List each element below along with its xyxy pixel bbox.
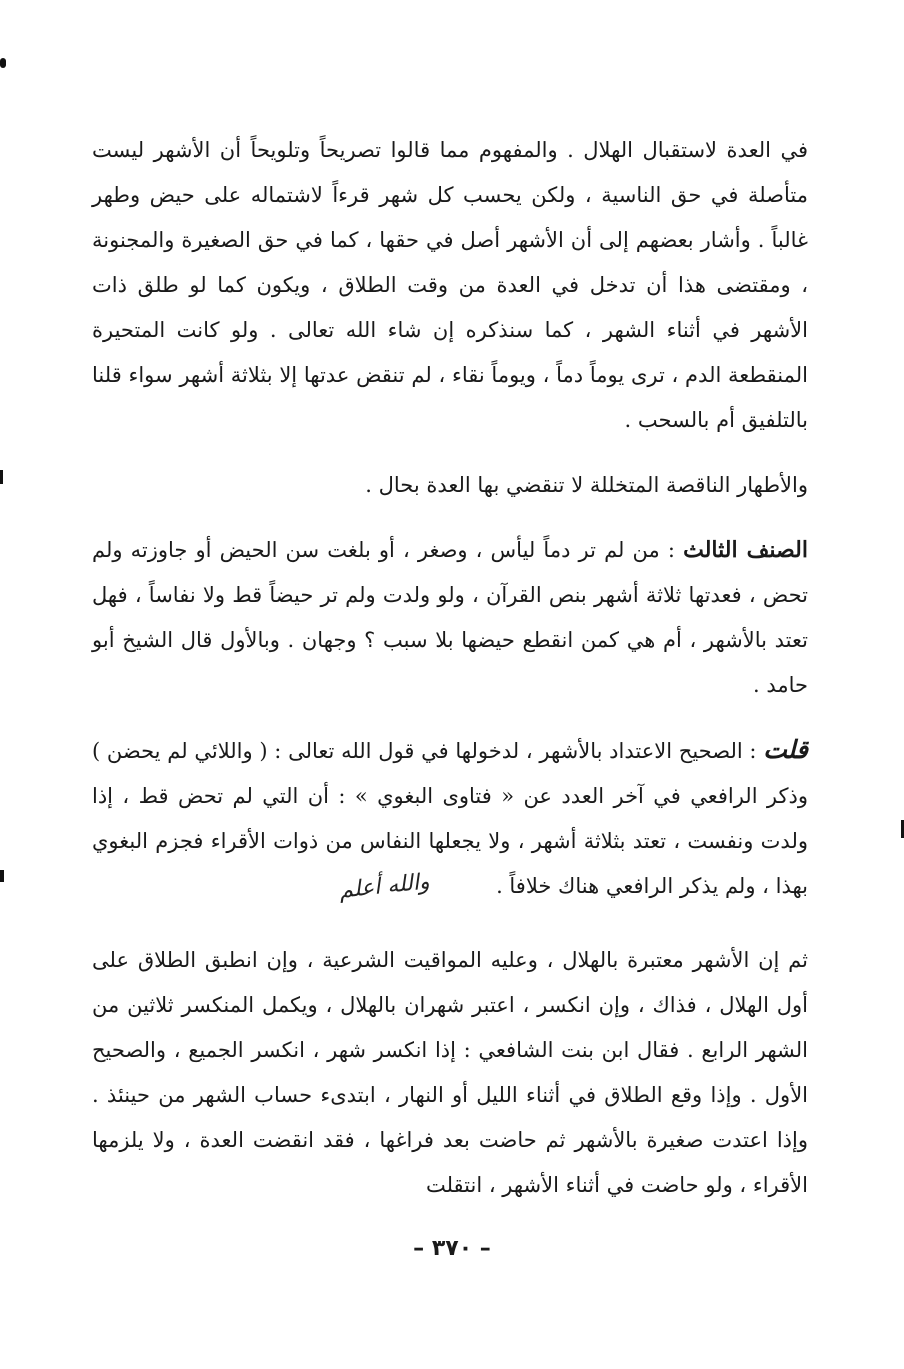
text-line: : الصحيح الاعتداد بالأشهر ، لدخولها في قول الله تعالى : ( واللائي [194,739,764,763]
scan-edge-mark [0,470,3,484]
text-line: قط ولا نفاساً ، فهل تعتد بالأشهر ، أم هي كمن انقطع حيضها بلا سبب ؟ وجهان . [92,583,808,652]
scan-edge-mark [0,870,4,882]
section-heading: الصنف الثالث [683,537,808,563]
text-line: قط ، إذا ولدت ونفست ، تعتد بثلاثة أشهر ، ولا يجعلها النفاس من ذوات الأقراء [92,784,808,853]
commentary-marker: قلت [763,735,808,764]
text-line: متأصلة في حق الناسية ، ولكن يحسب كل شهر قرءاً لاشتماله على حيض وطهر [92,183,808,207]
text-line: فجزم البغوي بهذا ، ولم يذكر الرافعي هناك خلافاً . [92,829,808,898]
text-line: وبالأول قال الشيخ أبو حامد . [92,628,808,697]
text-line: والمجنونة ، ومقتضى هذا أن تدخل في العدة من وقت الطلاق ، ويكون كما لو [92,228,808,297]
text-line: ثم إن الأشهر معتبرة بالهلال ، وعليه المواقيت الشرعية ، وإن انطبق الطلاق [137,948,808,972]
text-line: والأطهار الناقصة المتخللة لا تنقضي بها العدة بحال . [365,473,808,497]
text-line: طلق ذات الأشهر في أثناء الشهر ، كما سنذكره إن شاء الله تعالى . ولو كانت [92,273,808,342]
paragraph [92,727,808,909]
text-line: حساب الشهر من حينئذ . وإذا اعتدت صغيرة بالأشهر ثم حاضت بعد فراغها ، [92,1083,808,1152]
text-line: غالباً . وأشار بعضهم إلى أن الأشهر أصل في حقها ، كما في حق الصغيرة [181,228,808,252]
text-line: الجميع ، والصحيح الأول . وإذا وقع الطلاق في أثناء الليل أو النهار ، ابتدىء [92,1038,808,1107]
scan-edge-mark [0,58,6,68]
paragraph [92,528,808,708]
paragraph [92,938,808,1208]
paragraph [92,128,808,443]
text-line: في العدة لاستقبال الهلال . والمفهوم مما قالوا تصريحاً وتلويحاً أن الأشهر ليست [92,138,808,162]
text-line: المتحيرة المنقطعة الدم ، ترى يوماً دماً ، ويوماً نقاء ، لم تنقض عدتها إلا بثلاثة [92,318,808,387]
text-line: أشهر سواء قلنا بالتلفيق أم بالسحب . [92,363,808,432]
text-line: لم يحضن ) وذكر الرافعي في آخر العدد عن « فتاوى البغوي » : أن التي لم تحض [92,739,809,808]
text-line: : من لم تر دماً ليأس ، وصغر ، أو بلغت سن الحيض أو [195,538,684,562]
text-line: على أول الهلال ، فذاك ، وإن انكسر ، اعتبر شهران بالهلال ، ويكمل المنكسر [92,948,808,1017]
text-line: فقد انقضت العدة ، ولا يلزمها الأقراء ، ولو حاضت في أثناء الأشهر ، انتقلت [92,1128,808,1197]
text-line: جاوزته ولم تحض ، فعدتها ثلاثة أشهر بنص القرآن ، ولو ولدت ولم تر حيضاً [92,538,808,607]
paragraph [92,463,808,508]
closing-phrase: والله أعلم [337,869,431,904]
text-line: ثلاثين من الشهر الرابع . فقال ابن بنت الشافعي : إذا انكسر شهر ، انكسر [92,993,808,1062]
page-number: – ٣٧٠ – [413,1236,491,1261]
